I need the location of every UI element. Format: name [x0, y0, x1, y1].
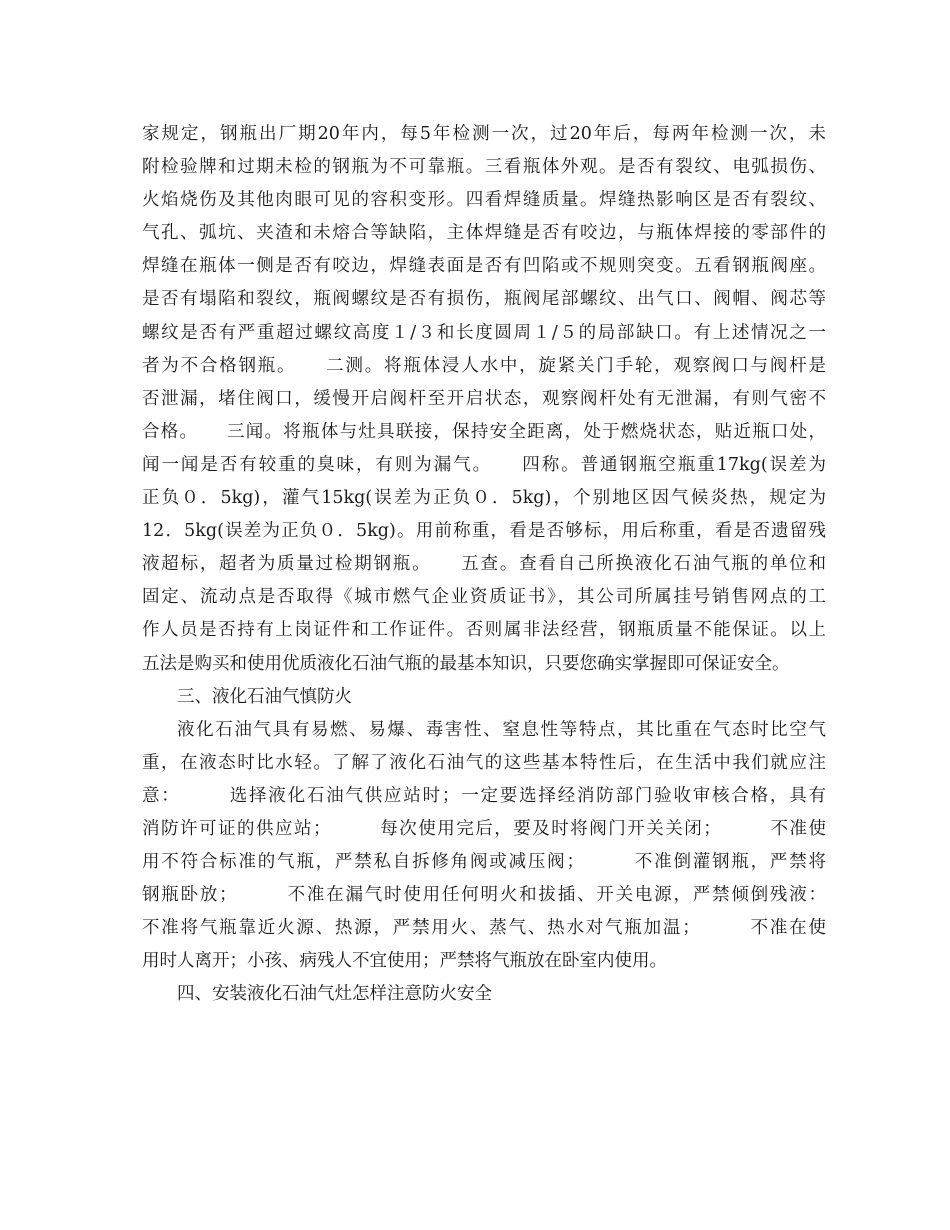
- text-line: 是否有塌陷和裂纹，瓶阀螺纹是否有损伤，瓶阀尾部螺纹、出气口、阀帽、阀芯等: [142, 289, 826, 310]
- text-line: 液化石油气具有易燃、易爆、毒害性、窒息性等特点，其比重在气态时比空气: [177, 719, 826, 740]
- text-line: 固定、流动点是否取得《城市燃气企业资质证书》，其公司所属挂号销售网点的工: [142, 587, 826, 608]
- document-body: [142, 118, 826, 1012]
- text-line: 正负０．5kg)，灌气15kg(误差为正负０．5kg)，个别地区因气候炎热，规定为: [142, 488, 826, 509]
- text-line: 火焰烧伤及其他肉眼可见的容积变形。四看焊缝质量。焊缝热影响区是否有裂纹、: [142, 190, 826, 211]
- text-line: 12．5kg(误差为正负０．5kg)。用前称重，看是否够标，用后称重，看是否遗留残: [142, 521, 826, 542]
- text-line: 附检验牌和过期未检的钢瓶为不可靠瓶。三看瓶体外观。是否有裂纹、电弧损伤、: [142, 157, 826, 178]
- text-line: 用不符合标准的气瓶，严禁私自拆修角阀或减压阀； 不准倒灌钢瓶，严禁将: [142, 852, 826, 873]
- text-line: 不准将气瓶靠近火源、热源，严禁用火、蒸气、热水对气瓶加温； 不准在使: [142, 918, 826, 939]
- text-line: 者为不合格钢瓶。 二测。将瓶体浸人水中，旋紧关门手轮，观察阀口与阀杆是: [142, 355, 826, 376]
- text-line: 五法是购买和使用优质液化石油气瓶的最基本知识，只要您确实掌握即可保证安全。: [142, 653, 790, 674]
- text-line: 用时人离开；小孩、病残人不宜使用；严禁将气瓶放在卧室内使用。: [142, 951, 667, 972]
- text-line: 合格。 三闻。将瓶体与灶具联接，保持安全距离，处于燃烧状态，贴近瓶口处，: [142, 421, 826, 442]
- text-line: 否泄漏，堵住阀口，缓慢开启阀杆至开启状态，观察阀杆处有无泄漏，有则气密不: [142, 388, 826, 409]
- text-line: 液超标，超者为质量过检期钢瓶。 五查。查看自己所换液化石油气瓶的单位和: [142, 554, 826, 575]
- text-line: 意： 选择液化石油气供应站时；一定要选择经消防部门验收审核合格，具有: [142, 785, 826, 806]
- text-line: 螺纹是否有严重超过螺纹高度１/３和长度圆周１/５的局部缺口。有上述情况之一: [142, 322, 826, 343]
- text-line: 作人员是否持有上岗证件和工作证件。否则属非法经营，钢瓶质量不能保证。以上: [142, 620, 826, 641]
- paragraph-bottle-inspection: [142, 118, 826, 681]
- text-line: 重，在液态时比水轻。了解了液化石油气的这些基本特性后，在生活中我们就应注: [142, 752, 826, 773]
- text-line: 焊缝在瓶体一侧是否有咬边，焊缝表面是否有凹陷或不规则突变。五看钢瓶阀座。: [142, 256, 826, 277]
- text-line: 气孔、弧坑、夹渣和未熔合等缺陷，主体焊缝是否有咬边，与瓶体焊接的零部件的: [142, 223, 826, 244]
- text-line: 消防许可证的供应站； 每次使用完后，要及时将阀门开关关闭； 不准使: [142, 818, 826, 839]
- text-line: 家规定，钢瓶出厂期20年内，每5年检测一次，过20年后，每两年检测一次，未: [142, 124, 826, 144]
- paragraph-fire-prevention: [142, 714, 826, 979]
- section-heading-3: 三、液化石油气慎防火: [177, 686, 352, 707]
- text-line: 钢瓶卧放； 不准在漏气时使用任何明火和拔插、开关电源，严禁倾倒残液：: [142, 885, 826, 906]
- section-heading-4: 四、安装液化石油气灶怎样注意防火安全: [177, 984, 492, 1005]
- text-line: 闻一闻是否有较重的臭味，有则为漏气。 四称。普通钢瓶空瓶重17kg(误差为: [142, 454, 826, 475]
